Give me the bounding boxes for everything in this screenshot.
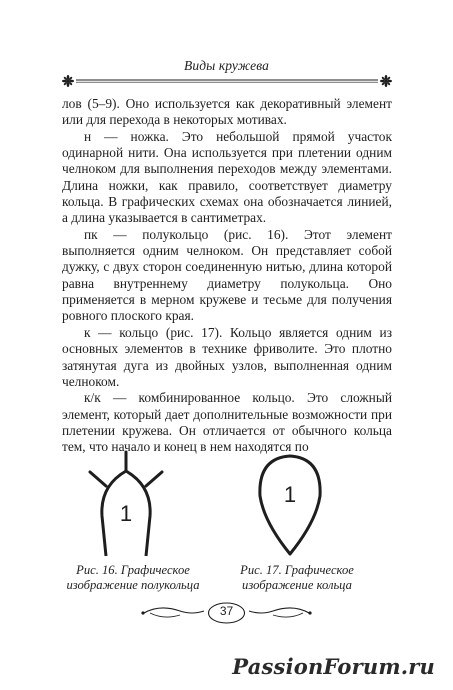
body-text [62, 96, 392, 456]
running-header-title: Виды кружева [184, 58, 269, 73]
paragraph-combined-ring: к/к — комбинированное кольцо. Это сложный элемент, который дает дополнительные возможности при плетении кружева. Он отличается от обычного кольца тем, что начало и конец в нем находятся по [62, 390, 392, 455]
paragraph-stem: н — ножка. Это небольшой прямой участок одинарной нити. Она используется при плетении одним челноком для выполнения переходов между элементами. Длина ножки, как правило, соответствует диаметру кольца. В графических схемах она обозначается линией, а длина указывается в сантиметрах. [62, 128, 392, 226]
half-ring-picot-left [90, 472, 106, 486]
half-ring-diagram [80, 446, 170, 556]
page-footer [140, 600, 313, 626]
figure-ring [254, 452, 326, 556]
caption-figure-16 [58, 563, 208, 593]
flower-ornament-left-icon [62, 75, 74, 87]
paragraph-half-ring: пк — полукольцо (рис. 16). Этот элемент выполняется одним челноком. Он представляет собой дужку, с двух сторон соединенную нитью, длина которой равна внутреннему диаметру полукольца. Оно применяется в мерном кружеве и тесьме для получения ровного плоского края. [62, 226, 392, 324]
caption-figure-16-line1: Рис. 16. Графическое [76, 563, 190, 577]
paragraph-continuation: лов (5–9). Оно используется как декоративный элемент или для перехода в некоторых мотивах. [62, 96, 392, 128]
caption-figure-16-line2: изображение полукольца [66, 578, 200, 592]
caption-figure-17-line1: Рис. 17. Графическое [240, 563, 354, 577]
caption-figure-17-line2: изображение кольца [242, 578, 352, 592]
flower-ornament-right-icon [380, 75, 392, 87]
page-number: 37 [219, 604, 234, 618]
half-ring-picot-right [146, 472, 162, 486]
ring-number: 1 [283, 482, 297, 507]
header-rule-ornament [62, 75, 392, 87]
watermark-text: PassionForum.ru [232, 654, 435, 679]
ring-diagram [254, 452, 326, 556]
caption-figure-17 [222, 563, 372, 593]
figure-half-ring [80, 446, 170, 556]
paragraph-ring: к — кольцо (рис. 17). Кольцо является одним из основных элементов в технике фриволите. Это плотно затянутая дуга из двойных узлов, выполненная одним челноком. [62, 324, 392, 389]
half-ring-number: 1 [119, 501, 133, 526]
